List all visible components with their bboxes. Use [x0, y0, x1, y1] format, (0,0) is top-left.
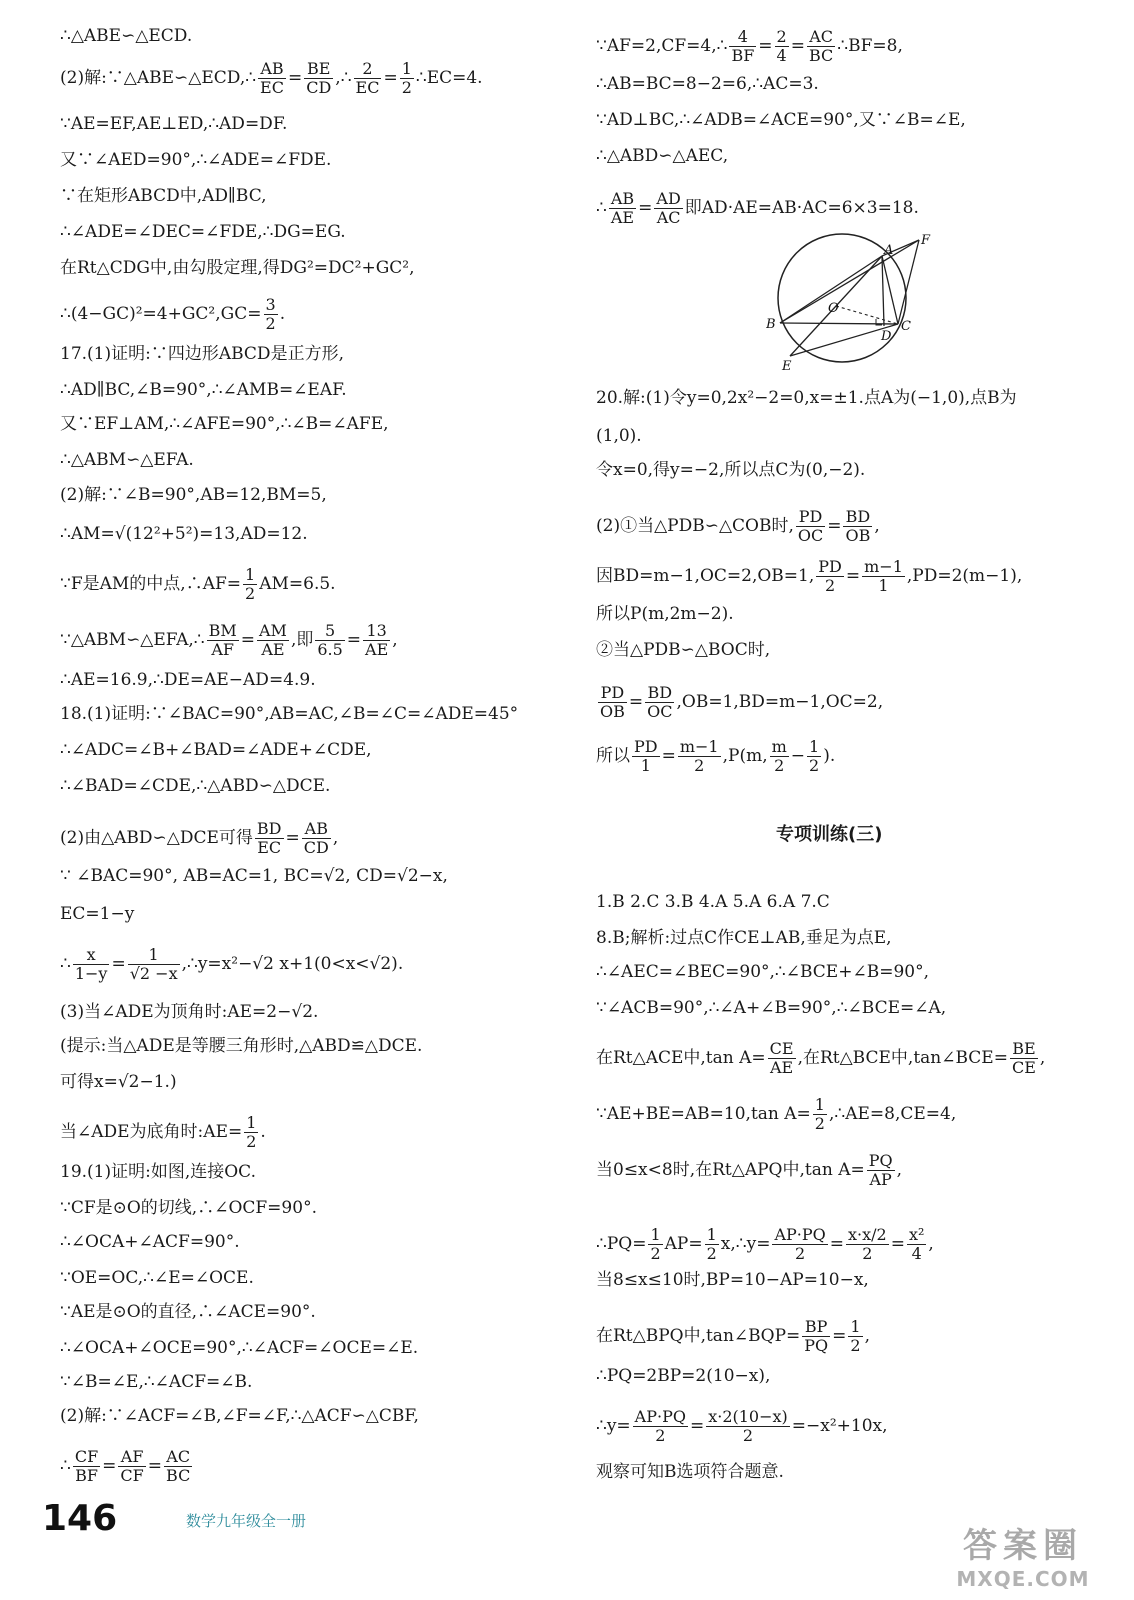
fraction: $\frac{BD}{EC}$ — [256, 819, 282, 857]
text-line: 18.(1)证明:∵∠BAC=90°,AB=AC,∠B=∠C=∠ADE=45° — [60, 704, 519, 724]
text-line: (1,0). — [596, 426, 642, 446]
fraction: $\frac{CE}{AE}$ — [769, 1039, 794, 1077]
text-line: 因BD=m−1,OC=2,OB=1, $\frac{PD}{2}$ = $\frac{m-1}{1}$ ,PD=2(m−1), — [596, 557, 1023, 595]
watermark-url: MXQE.COM — [956, 1567, 1090, 1591]
text-line: 在Rt△ACE中,tan A= $\frac{CE}{AE}$ ,在Rt△BCE中,tan∠BCE= $\frac{BE}{CE}$ , — [596, 1039, 1046, 1077]
text-line: ∴y= $\frac{AP\cdot PQ}{2}$ = $\frac{x\cdot 2(10-x)}{2}$ =−x²+10x, — [596, 1407, 888, 1445]
text-line: 在Rt△BPQ中,tan∠BQP= $\frac{BP}{PQ}$ = $\frac{1}{2}$ , — [596, 1317, 870, 1355]
text-line: ∴PQ= $\frac{1}{2}$ AP= $\frac{1}{2}$ x,∴y= $\frac{AP\cdot PQ}{2}$ = $\frac{x\cdot x/2}{2}$ = $\frac{\text{x²}}{4}$ , — [596, 1225, 934, 1263]
text-line: ∴AD∥BC,∠B=90°,∴∠AMB=∠EAF. — [60, 380, 347, 400]
text-line: 1.B 2.C 3.B 4.A 5.A 6.A 7.C — [596, 892, 830, 912]
segment-oc-dashed — [836, 306, 898, 324]
text-line: 令x=0,得y=−2,所以点C为(0,−2). — [596, 460, 866, 480]
text-line: (2)解:∵∠B=90°,AB=12,BM=5, — [60, 485, 327, 505]
text-line: (3)当∠ADE为顶角时:AE=2−√2. — [60, 1002, 319, 1022]
fraction: $\frac{BE}{CD}$ — [306, 59, 332, 97]
text-line: 20.解:(1)令y=0,2x²−2=0,x=±1.点A为(−1,0),点B为 — [596, 388, 1017, 408]
fraction: $\frac{2}{4}$ — [776, 27, 787, 65]
watermark-text: 答案圈 — [963, 1526, 1083, 1566]
label-d: D — [881, 329, 892, 344]
text-line: 当∠ADE为底角时:AE= $\frac{1}{2}$ . — [60, 1113, 266, 1151]
text-line: ∵∠ACB=90°,∴∠A+∠B=90°,∴∠BCE=∠A, — [596, 998, 947, 1018]
text-line: ∵在矩形ABCD中,AD∥BC, — [60, 186, 267, 206]
fraction: $\frac{4}{BF}$ — [731, 27, 755, 65]
fraction: $\frac{1}{2}$ — [814, 1095, 825, 1133]
text-line: ∴∠ADE=∠DEC=∠FDE,∴DG=EG. — [60, 222, 346, 242]
text-line: ∴PQ=2BP=2(10−x), — [596, 1366, 771, 1386]
text-line: (2)解:∵△ABE∽△ECD,∴ $\frac{AB}{EC}$ = $\frac{BE}{CD}$ ,∴ $\frac{2}{EC}$ = $\frac{1}{2}$ ∴EC=4. — [60, 59, 483, 97]
segment-cf — [898, 240, 919, 324]
watermark — [928, 1518, 1118, 1590]
text-line: 观察可知B选项符合题意. — [596, 1462, 784, 1482]
fraction: $\frac{13}{AE}$ — [365, 621, 389, 659]
text-line: 当0≤x<8时,在Rt△APQ中,tan A= $\frac{PQ}{AP}$ , — [596, 1151, 903, 1189]
fraction: $\frac{m-1}{1}$ — [864, 557, 903, 595]
fraction: $\frac{1}{2}$ — [650, 1225, 661, 1263]
fraction: $\frac{1}{2}$ — [246, 1113, 257, 1151]
fraction: $\frac{1}{2}$ — [706, 1225, 717, 1263]
text-line: ∵OE=OC,∴∠E=∠OCE. — [60, 1268, 254, 1288]
fraction: $\frac{AF}{CF}$ — [120, 1447, 144, 1485]
fraction: $\frac{AB}{AE}$ — [610, 189, 635, 227]
text-line: ∴△ABM∽△EFA. — [60, 450, 194, 470]
text-line: ∵△ABM∽△EFA,∴ $\frac{BM}{AF}$ = $\frac{AM}{AE}$ ,即 $\frac{5}{6.5}$ = $\frac{13}{AE}$ , — [60, 621, 398, 659]
circle-geometry-figure — [766, 228, 946, 378]
text-line: ∵AD⊥BC,∴∠ADB=∠ACE=90°,又∵∠B=∠E, — [596, 110, 966, 130]
text-line: (2)解:∵∠ACF=∠B,∠F=∠F,∴△ACF∽△CBF, — [60, 1406, 419, 1426]
text-line: ∵CF是⊙O的切线,∴∠OCF=90°. — [60, 1198, 317, 1218]
text-line: 所以 $\frac{PD}{1}$ = $\frac{m-1}{2}$ ,P(m, $\frac{m}{2}$ − $\frac{1}{2}$ ). — [596, 737, 836, 775]
fraction: $\frac{x}{1-y}$ — [74, 945, 108, 983]
text-line: 又∵EF⊥AM,∴∠AFE=90°,∴∠B=∠AFE, — [60, 414, 389, 434]
fraction: $\frac{AB}{EC}$ — [260, 59, 284, 97]
fraction: $\frac{CF}{BF}$ — [74, 1447, 99, 1485]
fraction: $\frac{PQ}{AP}$ — [868, 1151, 893, 1189]
fraction: $\frac{PD}{OB}$ — [600, 683, 625, 721]
segment-bc — [780, 323, 898, 324]
text-line: ∵∠B=∠E,∴∠ACF=∠B. — [60, 1372, 253, 1392]
fraction: $\frac{PD}{OC}$ — [797, 507, 824, 545]
text-line: ∵ ∠BAC=90°, AB=AC=1, BC=√2, CD=√2−x, — [60, 866, 448, 886]
label-o: O — [828, 301, 839, 316]
fraction: $\frac{AP\cdot PQ}{2}$ — [634, 1407, 686, 1445]
fraction: $\frac{1}{√2 -x}$ — [129, 945, 178, 983]
text-line: 可得x=√2−1.) — [60, 1072, 177, 1092]
fraction: $\frac{\text{x²}}{4}$ — [908, 1225, 925, 1263]
fraction: $\frac{3}{2}$ — [265, 295, 276, 333]
text-line: ∴△ABE∽△ECD. — [60, 26, 193, 46]
segment-bf — [780, 240, 919, 323]
fraction: $\frac{BP}{PQ}$ — [804, 1317, 829, 1355]
text-line: 17.(1)证明:∵四边形ABCD是正方形, — [60, 344, 344, 364]
text-line: ∵AF=2,CF=4,∴ $\frac{4}{BF}$ = $\frac{2}{4}$ = $\frac{AC}{BC}$ ∴BF=8, — [596, 27, 903, 65]
text-line: 8.B;解析:过点C作CE⊥AB,垂足为点E, — [596, 928, 892, 948]
fraction: $\frac{1}{2}$ — [401, 59, 412, 97]
text-line: ∴AE=16.9,∴DE=AE−AD=4.9. — [60, 670, 316, 690]
fraction: $\frac{PD}{1}$ — [634, 737, 658, 775]
fraction: $\frac{1}{2}$ — [850, 1317, 861, 1355]
fraction: $\frac{BE}{CE}$ — [1011, 1039, 1036, 1077]
text-line: ∴ $\frac{CF}{BF}$ = $\frac{AF}{CF}$ = $\frac{AC}{BC}$ — [60, 1447, 191, 1485]
text-line: (提示:当△ADE是等腰三角形时,△ABD≌△DCE. — [60, 1036, 423, 1056]
text-line: 又∵∠AED=90°,∴∠ADE=∠FDE. — [60, 150, 332, 170]
fraction: $\frac{5}{6.5}$ — [317, 621, 343, 659]
text-line: 在Rt△CDG中,由勾股定理,得DG²=DC²+GC², — [60, 258, 415, 278]
book-title: 数学九年级全一册 — [186, 1512, 307, 1530]
text-line: EC=1−y — [60, 904, 135, 924]
label-a: A — [884, 243, 894, 258]
fraction: $\frac{AD}{AC}$ — [656, 189, 681, 227]
text-line: 所以P(m,2m−2). — [596, 604, 734, 624]
text-line: ∵AE=EF,AE⊥ED,∴AD=DF. — [60, 114, 288, 134]
text-line: ∴ $\frac{AB}{AE}$ = $\frac{AD}{AC}$ 即AD·AE=AB·AC=6×3=18. — [596, 189, 919, 227]
text-line: ∴(4−GC)²=4+GC²,GC= $\frac{3}{2}$ . — [60, 295, 286, 333]
text-line: ∴∠OCA+∠OCE=90°,∴∠ACF=∠OCE=∠E. — [60, 1338, 419, 1358]
label-e: E — [782, 359, 792, 374]
label-c: C — [901, 319, 911, 334]
segment-ac — [882, 256, 898, 324]
text-line: (2)①当△PDB∽△COB时, $\frac{PD}{OC}$ = $\frac{BD}{OB}$ , — [596, 507, 880, 545]
label-b: B — [766, 317, 776, 332]
fraction: $\frac{x\cdot 2(10-x)}{2}$ — [708, 1407, 788, 1445]
text-line: ∵AE是⊙O的直径,∴∠ACE=90°. — [60, 1302, 316, 1322]
fraction: $\frac{BM}{AF}$ — [208, 621, 237, 659]
fraction: $\frac{2}{EC}$ — [355, 59, 380, 97]
fraction: $\frac{1}{2}$ — [809, 737, 820, 775]
page-number: 146 — [42, 1498, 118, 1539]
text-line: ∵F是AM的中点,∴AF= $\frac{1}{2}$ AM=6.5. — [60, 565, 336, 603]
fraction: $\frac{m}{2}$ — [771, 737, 787, 775]
fraction: $\frac{1}{2}$ — [245, 565, 256, 603]
text-line: ∴△ABD∽△AEC, — [596, 146, 729, 166]
label-f: F — [921, 233, 931, 248]
fraction: $\frac{AC}{BC}$ — [808, 27, 834, 65]
text-line: 当8≤x≤10时,BP=10−AP=10−x, — [596, 1270, 869, 1290]
text-line: ∴∠ADC=∠B+∠BAD=∠ADE+∠CDE, — [60, 740, 372, 760]
fraction: $\frac{AB}{CD}$ — [303, 819, 329, 857]
text-line: ∴∠BAD=∠CDE,∴△ABD∽△DCE. — [60, 776, 331, 796]
fraction: $\frac{AM}{AE}$ — [259, 621, 287, 659]
section-heading: 专项训练(三) — [776, 824, 883, 845]
fraction: $\frac{AP\cdot PQ}{2}$ — [774, 1225, 826, 1263]
text-line: (2)由△ABD∽△DCE可得 $\frac{BD}{EC}$ = $\frac{AB}{CD}$ , — [60, 819, 339, 857]
fraction: $\frac{x\cdot x/2}{2}$ — [847, 1225, 887, 1263]
text-line: ∴AB=BC=8−2=6,∴AC=3. — [596, 74, 819, 94]
text-line: ∴ $\frac{x}{1-y}$ = $\frac{1}{√2 -x}$ ,∴y=x²−√2 x+1(0<x<√2). — [60, 945, 404, 983]
fraction: $\frac{AC}{BC}$ — [166, 1447, 191, 1485]
text-line: ∴∠OCA+∠ACF=90°. — [60, 1232, 240, 1252]
fraction: $\frac{PD}{2}$ — [818, 557, 842, 595]
text-line: ∴∠AEC=∠BEC=90°,∴∠BCE+∠B=90°, — [596, 962, 929, 982]
fraction: $\frac{m-1}{2}$ — [679, 737, 719, 775]
text-line: 19.(1)证明:如图,连接OC. — [60, 1162, 256, 1182]
text-line: $\frac{PD}{OB}$ = $\frac{BD}{OC}$ ,OB=1,BD=m−1,OC=2, — [600, 683, 884, 721]
fraction: $\frac{BD}{OB}$ — [845, 507, 871, 545]
text-line: ∵AE+BE=AB=10,tan A= $\frac{1}{2}$ ,∴AE=8,CE=4, — [596, 1095, 957, 1133]
text-line: ∴AM=√(12²+5²)=13,AD=12. — [60, 524, 308, 544]
segment-ad — [882, 256, 884, 326]
text-line: ②当△PDB∽△BOC时, — [596, 640, 771, 660]
fraction: $\frac{BD}{OC}$ — [647, 683, 673, 721]
